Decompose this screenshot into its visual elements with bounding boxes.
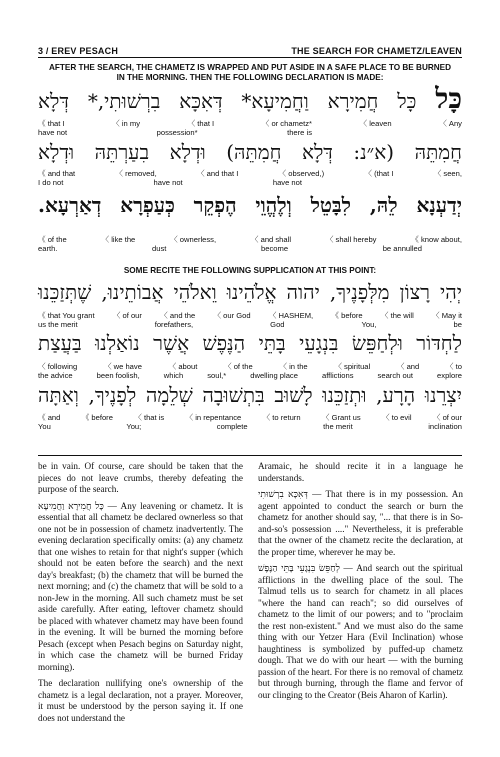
- tr-word: search out: [377, 371, 414, 380]
- tr-word: 〈 or chametz*: [261, 119, 312, 128]
- tr-word: possession*: [156, 128, 198, 137]
- tr-word: 〈 and shall: [250, 235, 292, 244]
- tr-word: be annulled: [382, 244, 422, 253]
- tr-word: 〈 observed,): [278, 169, 325, 178]
- tr-word: 〈 and: [396, 362, 420, 371]
- tr-word: 〈 to return: [262, 413, 301, 422]
- tr-word: 〈 we have: [103, 362, 142, 371]
- tr-word: 〈 that is: [134, 413, 165, 422]
- supplication-translation-3: [38, 413, 462, 422]
- tr-word: 〈 like the: [101, 235, 136, 244]
- commentary-right-column: [258, 461, 463, 706]
- supplication-translation-1: [38, 311, 462, 320]
- tr-word: us the merit: [38, 320, 78, 329]
- tr-word: 〈 (that I: [364, 169, 394, 178]
- running-header: [38, 40, 462, 56]
- tr-word: You,: [361, 320, 377, 329]
- commentary-paragraph: Aramaic, he should recite it in a language he understands.: [258, 461, 463, 483]
- instruction-declaration: AFTER THE SEARCH, THE CHAMETZ IS WRAPPED AND PUT ASIDE IN A SAFE PLACE TO BE BURNED IN THE MORNING. THEN THE FOLLOWING DECLARATION IS MADE:: [48, 63, 452, 82]
- commentary-left-column: [38, 461, 243, 729]
- tr-word: 〈 May it: [432, 311, 462, 320]
- opening-word: כָּל: [435, 82, 463, 115]
- tr-word: 〈 in my: [112, 119, 141, 128]
- commentary-paragraph: be in vain. Of course, care should be taken that the pieces do not leave crumbs, thereby defeating the purpose of the search.: [38, 461, 243, 494]
- supplication-hebrew-line-2: לַחְדּוֹר וּלְחַפֵּשׂ בִּנְגָעֵי בָּתֵּי הַנֶּפֶשׁ אֲשֶׁר נוֹאַלְנוּ בַּעֲצַת: [38, 331, 462, 355]
- instruction-supplication: SOME RECITE THE FOLLOWING SUPPLICATION AT THIS POINT:: [123, 266, 377, 275]
- tr-word: which: [163, 371, 184, 380]
- tr-word: You: [38, 422, 51, 431]
- declaration-translation-2: [38, 169, 462, 178]
- tr-word: 〈 the will: [380, 311, 414, 320]
- declaration-hebrew-line-3: יְדַעְנָא לֵהּ, לִבָּטֵל וְלֶהֱוֵי הֶפְקֵר כְּעַפְרָא דְאַרְעָא.: [38, 193, 462, 217]
- tr-word: the merit: [323, 422, 353, 431]
- tr-word: 《 and that: [38, 169, 76, 178]
- tr-word: 〈 in repentance: [185, 413, 242, 422]
- tr-word: God: [270, 320, 285, 329]
- tr-word: 《 before: [331, 311, 363, 320]
- tr-word: dwelling place: [250, 371, 298, 380]
- supplication-translation-1b: [38, 320, 462, 329]
- tr-word: 《 know about,: [411, 235, 462, 244]
- tr-word: become: [261, 244, 289, 253]
- tr-word: afflictions: [321, 371, 354, 380]
- tr-word: 〈 in the: [279, 362, 308, 371]
- tr-word: forefathers,: [154, 320, 194, 329]
- supplication-translation-3b: [38, 422, 462, 431]
- tr-word: dust: [152, 244, 167, 253]
- declaration-translation-2b: [38, 178, 462, 187]
- tr-word: 〈 ownerless,: [170, 235, 217, 244]
- tr-word: there is: [287, 128, 312, 137]
- tr-word: been foolish,: [96, 371, 140, 380]
- declaration-translation-1b: [38, 128, 462, 137]
- tr-word: earth.: [38, 244, 58, 253]
- tr-word: 〈 of our: [432, 413, 462, 422]
- supplication-translation-2b: [38, 371, 462, 380]
- tr-word: 〈 our God: [213, 311, 251, 320]
- tr-word: 〈 to evil: [382, 413, 412, 422]
- declaration-hebrew-line-2: חֲמִתֵּהּ (א״נ: דְּלָא חֲמִתֵּהּ) וּדְלָא בִעַרְתֵּהּ וּדְלָא: [38, 140, 462, 164]
- commentary-paragraph: The declaration nullifying one's ownership of the chametz is a legal declaration, not a prayer. Moreover, it must be understood by the person saying it. If one does not understand the: [38, 678, 243, 723]
- tr-word: 《 before: [81, 413, 113, 422]
- tr-word: 〈 and that I: [196, 169, 239, 178]
- tr-word: 〈 HASHEM,: [268, 311, 314, 320]
- tr-word: 〈 Any: [439, 119, 462, 128]
- declaration-translation-1: [38, 119, 462, 128]
- tr-word: 《 that I: [38, 119, 65, 128]
- header-left: 3 / EREV PESACH: [38, 46, 119, 56]
- declaration-hebrew-text-1: כָּל חֲמִירָא וַחֲמִיעָא* דְּאִכָּא בִרְשׁוּתִי,* דְּלָא: [38, 89, 417, 113]
- commentary-paragraph: לְחַפֵּשׂ בִּנְגָעֵי בָּתֵּי הַנֶּפֶשׁ — And search out the spiritual afflictions in the dwelling place of the soul. The Talmud tells us to search for chametz in all places "where the hand can reach"; so did ourselves of chametz to the limit of our powers; and to "proclaim the rest non-existent." And we must also do the same thing with our Yetzer Hara (Evil Inclination) whose haughtiness is symbolized by puffed-up chametz dough. That we do with our heart — with the burning passion of the heart. For there is no removal of chametz but through burning, through the flame and fervor of our clinging to the Creator (Beis Aharon of Karlin).: [258, 563, 463, 700]
- tr-word: 《 of the: [38, 235, 67, 244]
- tr-word: 〈 shall hereby: [325, 235, 377, 244]
- supplication-translation-2: [38, 362, 462, 371]
- tr-word: 〈 removed,: [115, 169, 157, 178]
- declaration-hebrew-line-1: [38, 82, 463, 115]
- header-rule: [38, 57, 462, 58]
- tr-word: 〈 of the: [224, 362, 253, 371]
- tr-word: 〈 of our: [112, 311, 142, 320]
- tr-word: be: [453, 320, 462, 329]
- tr-word: 〈 that I: [187, 119, 215, 128]
- tr-word: 《 that You grant: [38, 311, 95, 320]
- tr-word: 〈 Grant us: [321, 413, 361, 422]
- tr-word: 〈 following: [38, 362, 78, 371]
- commentary-paragraph: דְּאִכָּא בִרְשׁוּתִי — That there is in my possession. An agent appointed to conduct the search or burn the chametz for another should say, "... that there is in So-and-so's possession ...." Nevertheless, it is preferable that the owner of the chametz recite the declaration, at the proper time, wherever he may be.: [258, 489, 463, 557]
- supplication-hebrew-line-1: יְהִי רָצוֹן מִלְּפָנֶיךָ, יהוה אֱלֹהֵינוּ וֵאלֹהֵי אֲבוֹתֵינוּ, שֶׁתְּזַכֵּנוּ: [38, 280, 462, 304]
- tr-word: soul,*: [207, 371, 227, 380]
- header-right: THE SEARCH FOR CHAMETZ/LEAVEN: [291, 46, 462, 56]
- tr-word: You;: [126, 422, 142, 431]
- declaration-translation-3: [38, 235, 462, 244]
- tr-word: 〈 about: [168, 362, 198, 371]
- commentary-rule: [38, 455, 462, 456]
- tr-word: have not: [153, 178, 183, 187]
- tr-word: 〈 leaven: [359, 119, 392, 128]
- tr-word: 〈 to: [445, 362, 462, 371]
- tr-word: inclination: [428, 422, 462, 431]
- tr-word: complete: [216, 422, 248, 431]
- tr-word: have not: [38, 128, 68, 137]
- tr-word: 〈 spiritual: [334, 362, 371, 371]
- declaration-translation-3b: [38, 244, 462, 253]
- tr-word: 《 and: [38, 413, 61, 422]
- commentary-paragraph: כָּל חֲמִירָא וַחֲמִיעָא — Any leavening or chametz. It is essential that all chametz be declared ownerless so that one not be in possession of chametz inadvertently. The evening declaration specifically omits: (a) any chametz that one wishes to retain for that night's supper (which should not be eaten before the search) and the next day's breakfast; (b) the chametz that will be burned the next morning; and (c) the chametz that will be sold to a non-Jew in the morning. All such chametz must be set aside carefully. After eating, leftover chametz should be placed with whatever chametz may have been found in the evening. It will be burned the morning before Pesach (except when Pesach begins on Saturday night, in which case the chametz will be burned Friday morning).: [38, 500, 243, 672]
- tr-word: have not: [272, 178, 302, 187]
- tr-word: explore: [437, 371, 462, 380]
- tr-word: I do not: [38, 178, 64, 187]
- supplication-hebrew-line-3: יִצְרֵנוּ הָרָע, וּתְזַכֵּנוּ לָשׁוּב בִּתְשׁוּבָה שְׁלֵמָה לְפָנֶיךָ, וְאַתָּה: [38, 383, 462, 407]
- tr-word: 〈 seen,: [433, 169, 462, 178]
- tr-word: 〈 and the: [160, 311, 196, 320]
- tr-word: the advice: [38, 371, 73, 380]
